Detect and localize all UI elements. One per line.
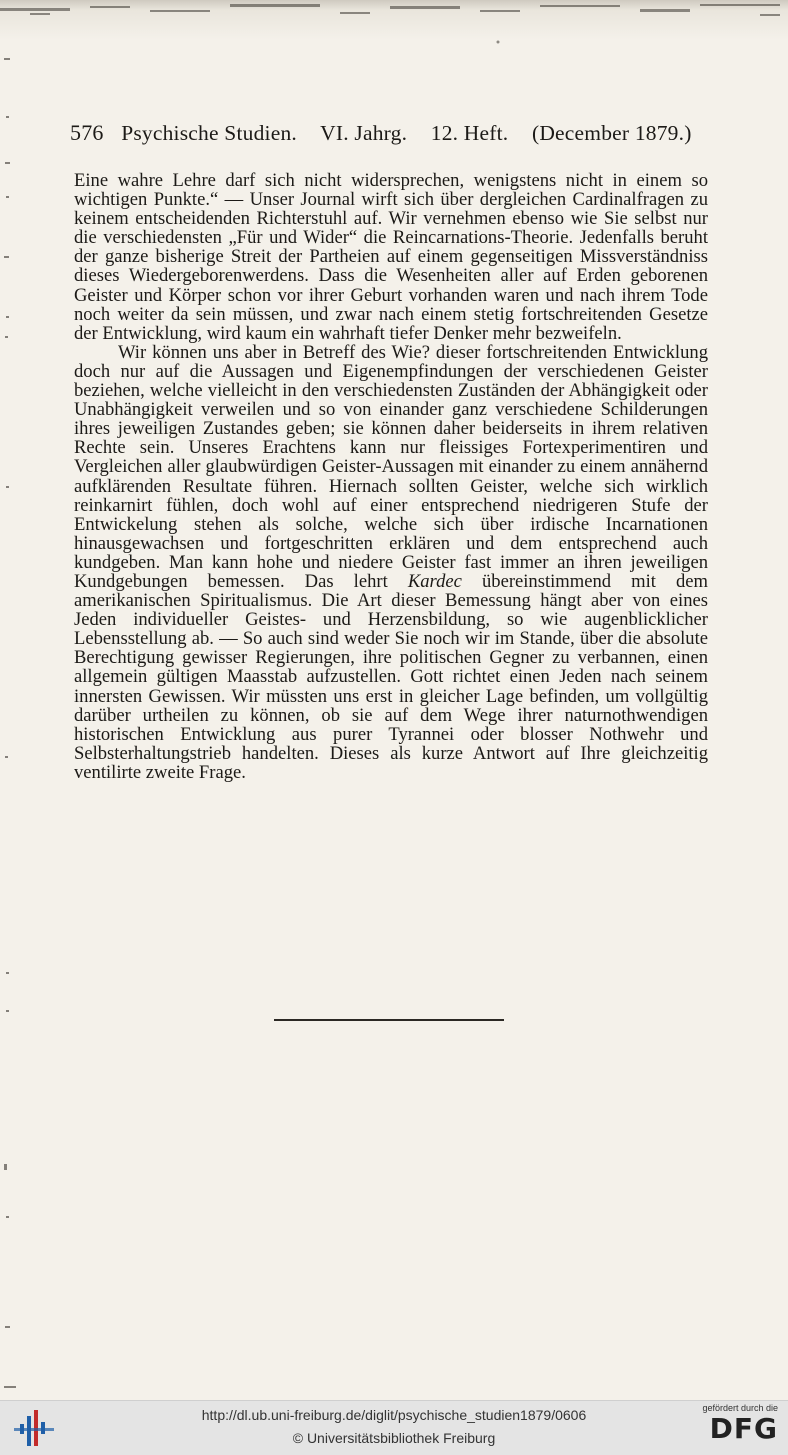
scan-edge-marks <box>0 0 788 46</box>
paragraph-2 <box>74 343 708 782</box>
copyright-notice: © Universitätsbibliothek Freiburg <box>292 1430 496 1446</box>
paragraph-2-part-1: Wir können uns aber in Betreff des Wie? dieser fortschreitenden Entwicklung doch nur auf die Aussagen und Eigenempfindungen der verschiedenen Geister beziehen, welche vielleicht in den verschiedensten Zuständen der Abhängigkeit oder Unabhängigkeit verweilen und so von einander ganz verschiedene Schilderungen ihres jeweiligen Zustandes geben; sie können daher beiderseits in ihrem relativen Rechte sein. Unseres Erachtens kann nur fleissiges Fortexperimentiren und Vergleichen aller glaubwürdigen Geister-Aussagen mit einander zu einem annähernd aufklärenden Resultate führen. Hiernach sollten Geister, welche sich wirklich reinkarnirt fühlen, doch wohl auf einer entsprechend niedrigeren Stufe der Entwickelung stehen als solche, welche sich über irdische Incarnationen hinausgewachsen und fortgeschritten erklären und dem entsprechend auch kundgeben. Man kann hohe und niedere Geister fast immer an ihren jeweiligen Kundgebungen bemessen. Das lehrt <box>74 341 708 592</box>
issue-label: 12. Heft. <box>430 121 509 145</box>
section-end-rule <box>274 1019 504 1021</box>
paragraph-2-part-2: übereinstimmend mit dem amerikanischen Spiritualismus. Die Art dieser Bemessung hängt aber von eines Jeden individueller Geistes- und Herzensbildung, so wie augenblicklicher Lebensstellung ab. — So auch sind weder Sie noch wir im Stande, über die absolute Berechtigung gewisser Regierungen, ihre politischen Gegner zu verbannen, einen allgemein gültigen Maasstab aufzustellen. Gott richtet einen Jeden nach seinem innersten Gewissen. Wir müssten uns erst in gleicher Lage befinden, um vollgültig darüber urtheilen zu können, ob sie auf dem Wege ihrer naturnothwendigen historischen Entwicklung aus purer Tyrannei oder blosser Nothwehr und Selbsterhaltungstrieb handelten. Dieses als kurze Antwort auf Ihre gleichzeitig ventilirte zweite Frage. <box>74 570 709 783</box>
issue-date: (December 1879.) <box>531 121 692 145</box>
source-url[interactable]: http://dl.ub.uni-freiburg.de/diglit/psychische_studien1879/0606 <box>201 1407 587 1423</box>
paragraph-1: Eine wahre Lehre darf sich nicht widersprechen, wenigstens nicht in einem so wichtigen Punkte.“ — Unser Journal wirft sich über dergleichen Cardinalfragen zu keinem entscheidenden Richterstuhl auf. Wir vernehmen ebenso wie Sie selbst nur die verschiedensten „Für und Wider“ die Reincarnations-Theorie. Jedenfalls beruht der ganze bisherige Streit der Partheien auf einem gegenseitigen Missverständniss dieses Wiedergeborenwerdens. Dass die Wesenheiten aller auf Erden geborenen Geister und Körper schon vor ihrer Geburt vorhanden waren und nach ihrem Tode noch weiter da sein müssen, und zwar nach einem stetig fortschreitenden Gesetze der Entwicklung, wird kaum ein wahrhaft tiefer Denker mehr bezweifeln. <box>74 170 708 344</box>
funding-label: gefördert durch die <box>702 1403 778 1413</box>
author-name-kardec: Kardec <box>407 570 462 592</box>
dfg-logo-icon: DFG <box>709 1412 778 1445</box>
article-body <box>74 171 708 782</box>
running-header <box>70 120 718 150</box>
journal-title: Psychische Studien. <box>121 121 297 145</box>
volume-label: VI. Jahrg. <box>320 121 408 145</box>
scan-margin-marks <box>0 46 20 1406</box>
page-number: 576 <box>70 120 104 145</box>
